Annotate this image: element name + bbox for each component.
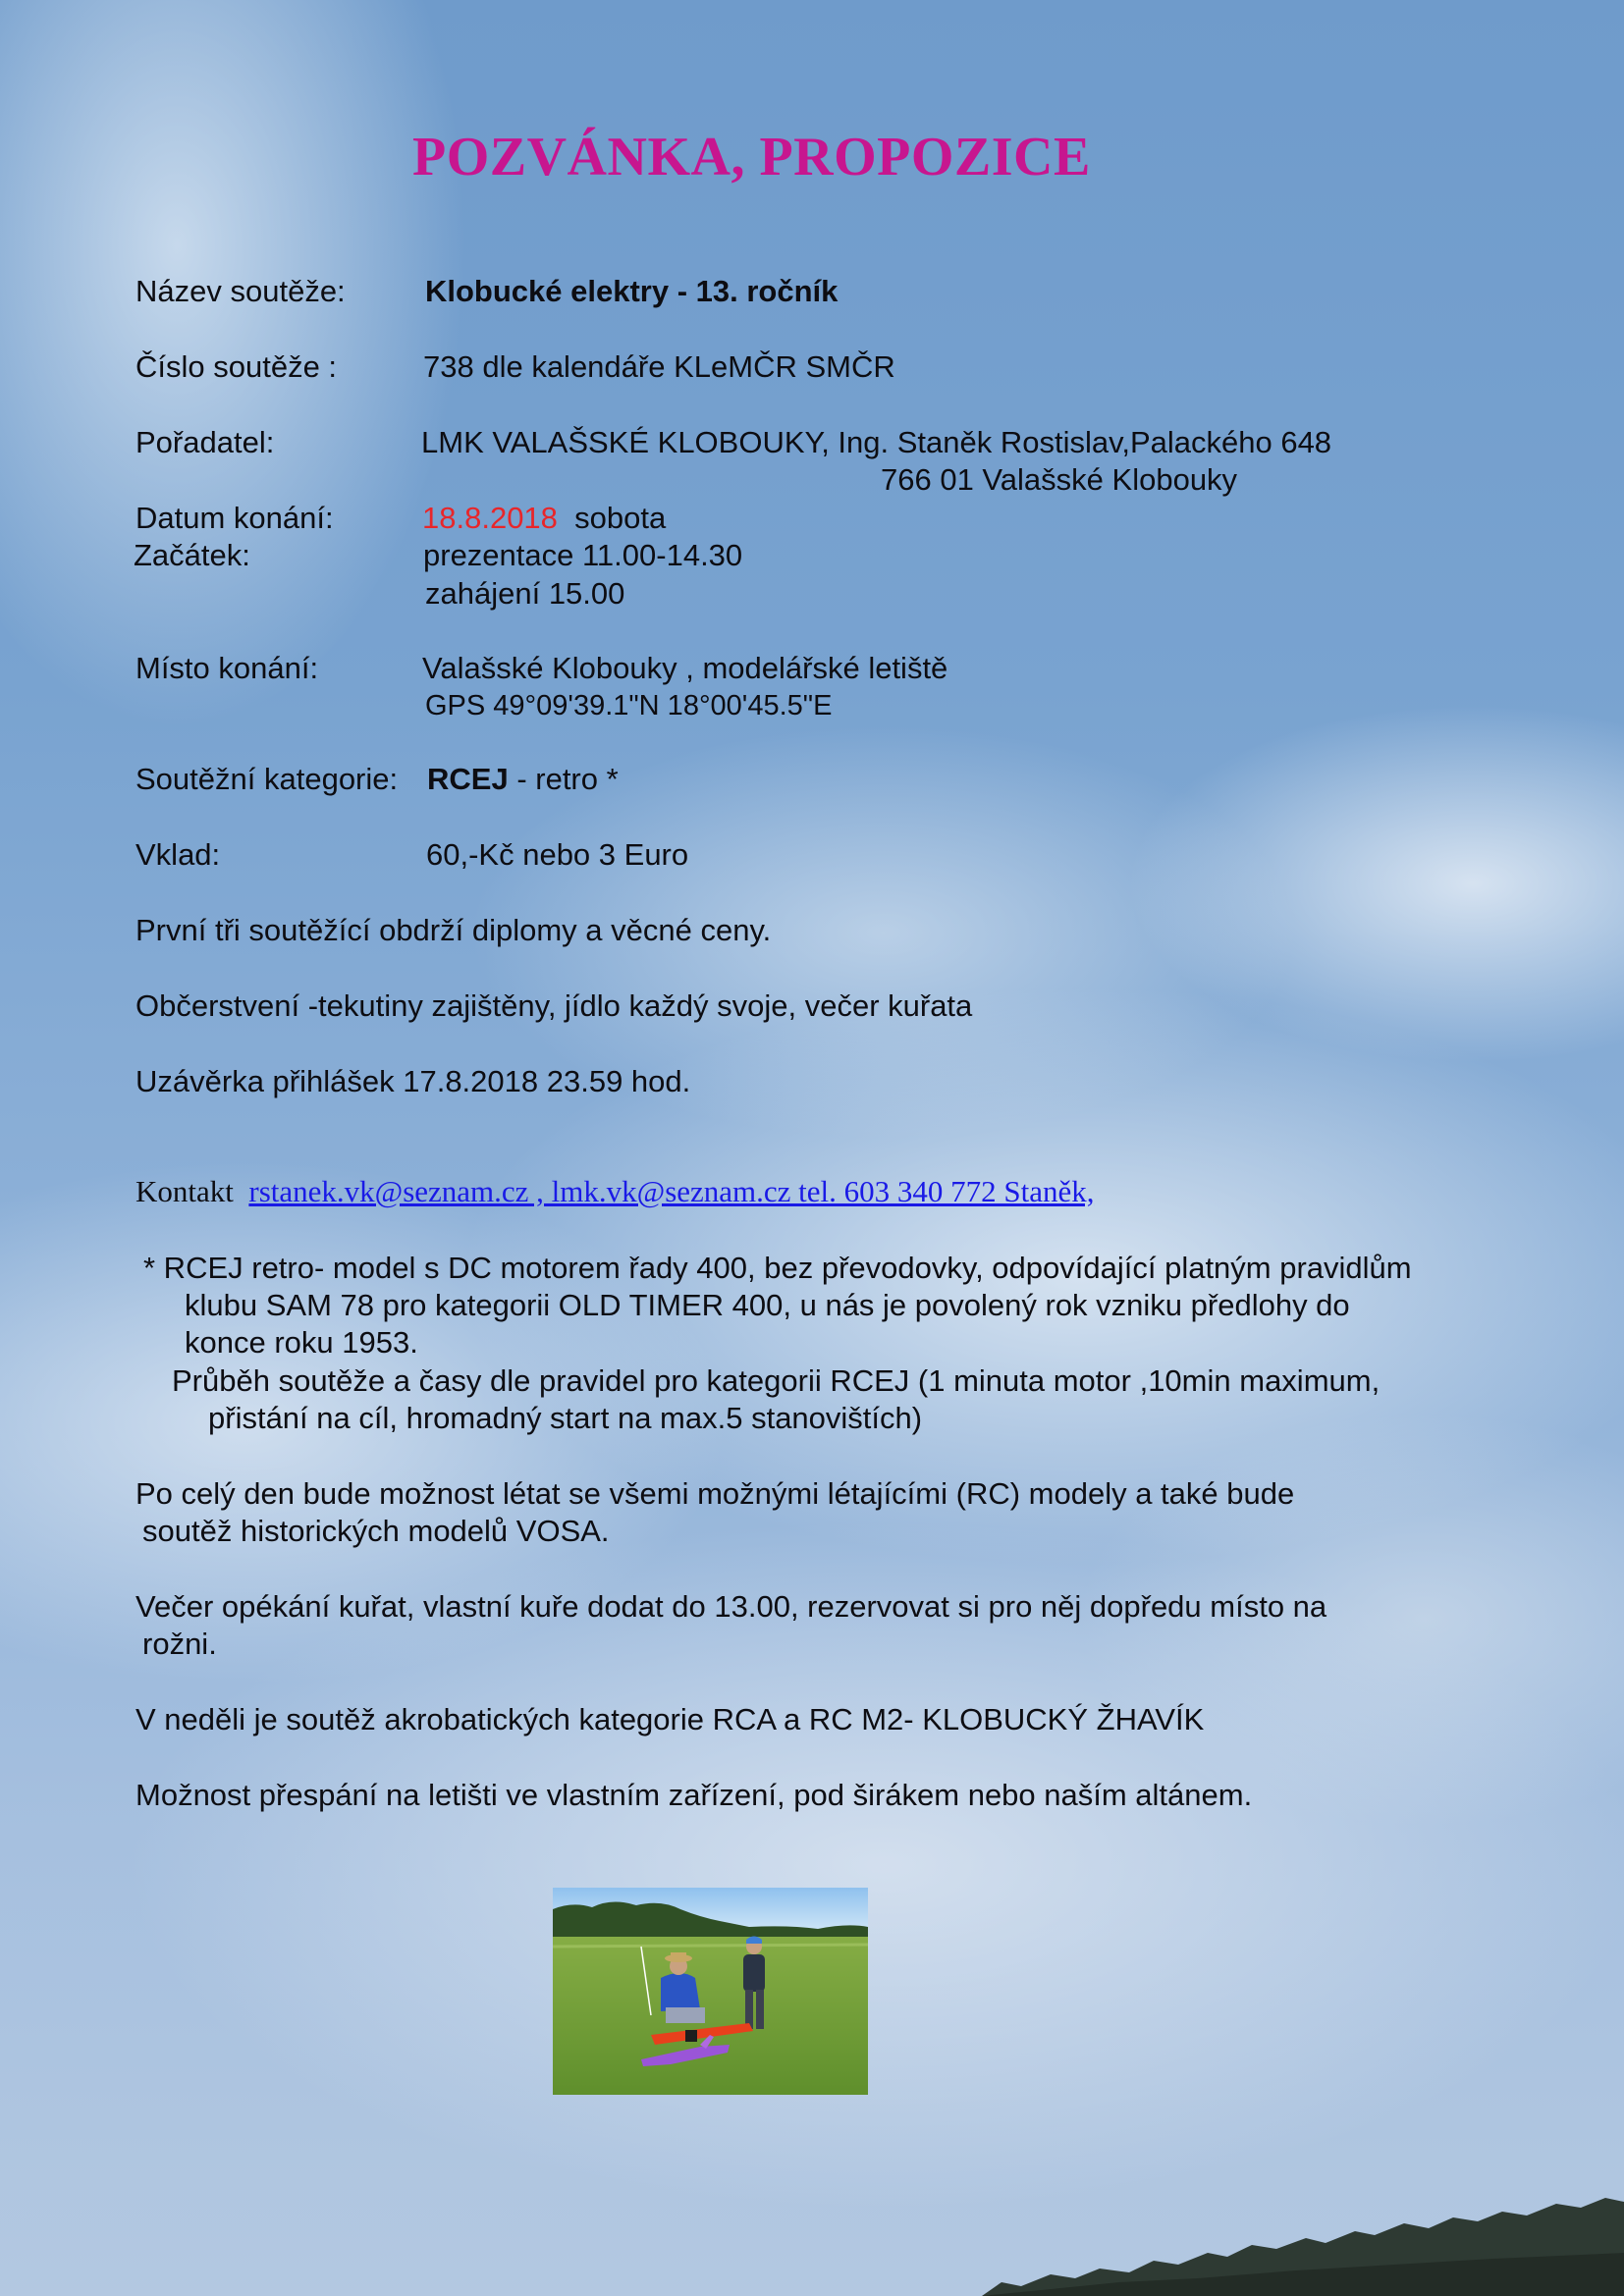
contact-link[interactable]: rstanek.vk@seznam.cz , lmk.vk@seznam.cz tel. 603 340 772 Staněk, <box>248 1174 1095 1208</box>
place-value-line1: Valašské Klobouky , modelářské letiště <box>422 651 948 685</box>
sleep-line: Možnost přespání na letišti ve vlastním zařízení, pod širákem nebo naším altánem. <box>135 1778 1253 1812</box>
competition-name-value: Klobucké elektry - 13. ročník <box>425 274 839 308</box>
gps-coordinates: GPS 49°09'39.1"N 18°00'45.5"E <box>425 690 833 721</box>
note-line4: Průběh soutěže a časy dle pravidel pro kategorii RCEJ (1 minuta motor ,10min maximum, <box>172 1363 1380 1398</box>
competition-number-value: 738 dle kalendáře KLeMČR SMČR <box>423 349 895 384</box>
airfield-photo <box>553 1888 868 2095</box>
treeline-silhouette <box>982 2184 1624 2296</box>
start-value-line2: zahájení 15.00 <box>425 576 625 611</box>
contact-label: Kontakt <box>135 1174 234 1208</box>
date-value-row <box>422 500 666 537</box>
organizer-label: Pořadatel: <box>135 425 275 459</box>
refreshments-line: Občerstvení -tekutiny zajištěny, jídlo každý svoje, večer kuřata <box>135 988 973 1023</box>
organizer-value-line2: 766 01 Valašské Klobouky <box>881 462 1238 497</box>
start-label: Začátek: <box>134 538 250 572</box>
organizer-value-line1: LMK VALAŠSKÉ KLOBOUKY, Ing. Staněk Rostislav,Palackého 648 <box>421 425 1332 459</box>
contact-row <box>135 1174 1095 1209</box>
note-line2: klubu SAM 78 pro kategorii OLD TIMER 400, u nás je povolený rok vzniku předlohy do <box>185 1288 1350 1322</box>
prizes-line: První tři soutěžící obdrží diplomy a věcné ceny. <box>135 913 772 947</box>
deadline-line: Uzávěrka přihlášek 17.8.2018 23.59 hod. <box>135 1064 691 1098</box>
evening-line1: Večer opékání kuřat, vlastní kuře dodat do 13.00, rezervovat si pro něj dopředu místo na <box>135 1589 1327 1624</box>
date-value: 18.8.2018 <box>422 501 558 535</box>
fee-label: Vklad: <box>135 837 221 872</box>
allday-line2: soutěž historických modelů VOSA. <box>142 1514 610 1548</box>
fee-value: 60,-Kč nebo 3 Euro <box>426 837 689 872</box>
category-value-rest: - retro * <box>508 762 619 796</box>
sunday-line: V neděli je soutěž akrobatických kategorie RCA a RC M2- KLOBUCKÝ ŽHAVÍK <box>135 1702 1205 1736</box>
allday-line1: Po celý den bude možnost létat se všemi možnými létajícími (RC) modely a také bude <box>135 1476 1295 1511</box>
date-label: Datum konání: <box>135 501 334 535</box>
competition-name-label: Název soutěže: <box>135 274 346 308</box>
category-value-bold: RCEJ <box>427 762 509 796</box>
place-label: Místo konání: <box>135 651 319 685</box>
evening-line2: rožni. <box>142 1627 217 1661</box>
page-title: POZVÁNKA, PROPOZICE <box>412 127 1091 187</box>
competition-number-label: Číslo soutěže : <box>135 349 338 384</box>
category-value <box>427 761 619 798</box>
category-label: Soutěžní kategorie: <box>135 762 399 796</box>
note-line5: přistání na cíl, hromadný start na max.5 stanovištích) <box>208 1401 923 1435</box>
note-line1: * RCEJ retro- model s DC motorem řady 400, bez převodovky, odpovídající platným pravidlům <box>143 1251 1412 1285</box>
note-line3: konce roku 1953. <box>185 1325 418 1360</box>
date-day: sobota <box>574 501 667 535</box>
start-value-line1: prezentace 11.00-14.30 <box>423 538 743 572</box>
